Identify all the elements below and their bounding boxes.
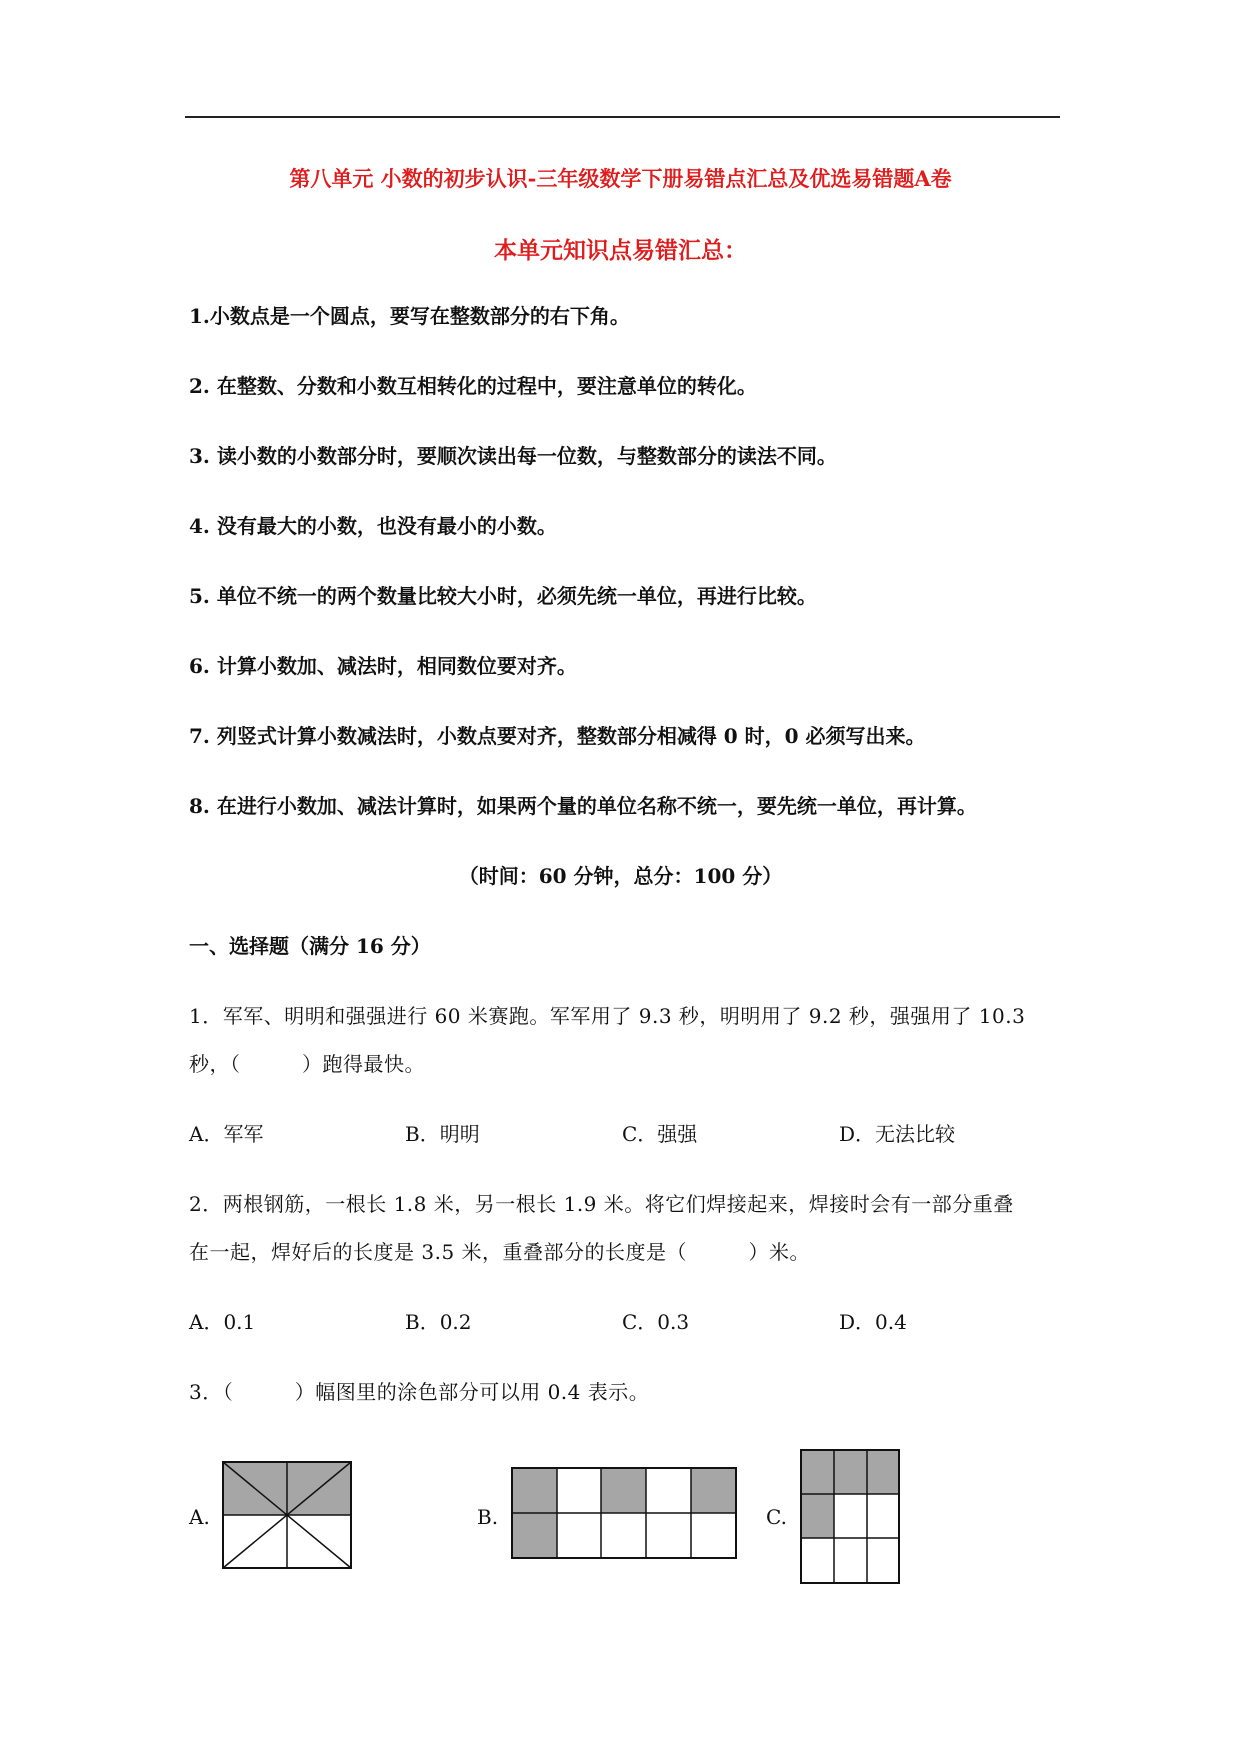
header-rule (185, 116, 1060, 118)
q3-figure-b (511, 1467, 737, 1559)
point-6: 6. 计算小数加、减法时，相同数位要对齐。 (189, 654, 577, 678)
point-1: 1.小数点是一个圆点，要写在整数部分的右下角。 (189, 304, 630, 328)
point-5: 5. 单位不统一的两个数量比较大小时，必须先统一单位，再进行比较。 (189, 584, 817, 608)
q3-label-c: C. (766, 1505, 787, 1529)
q2-option-c: C．0.3 (622, 1310, 690, 1334)
q1-option-c: C．强强 (622, 1122, 698, 1146)
point-7: 7. 列竖式计算小数减法时，小数点要对齐，整数部分相减得 0 时，0 必须写出来。 (189, 724, 926, 748)
section-title: 一、选择题（满分 16 分） (189, 934, 431, 958)
q2-option-a: A．0.1 (189, 1310, 256, 1334)
point-4: 4. 没有最大的小数，也没有最小的小数。 (189, 514, 557, 538)
point-8: 8. 在进行小数加、减法计算时，如果两个量的单位名称不统一，要先统一单位，再计算。 (189, 794, 977, 818)
figure-c-cell-shaded (867, 1450, 899, 1494)
figure-c-cell-shaded (801, 1494, 834, 1538)
q1-option-d: D．无法比较 (839, 1122, 956, 1146)
q3-label-b: B. (477, 1505, 499, 1529)
q1-line2: 秒，（ ）跑得最快。 (189, 1052, 425, 1076)
figure-c-cell-shaded (801, 1450, 834, 1494)
q1-line1: 1．军军、明明和强强进行 60 米赛跑。军军用了 9.3 秒，明明用了 9.2 秒，强强用了 10.3 (189, 1004, 1026, 1028)
q3-figure-c (800, 1449, 900, 1584)
point-2: 2. 在整数、分数和小数互相转化的过程中，要注意单位的转化。 (189, 374, 757, 398)
q3-label-a: A. (189, 1505, 210, 1529)
q2-option-b: B．0.2 (405, 1310, 472, 1334)
q1-option-b: B．明明 (405, 1122, 480, 1146)
exam-info: （时间：60 分钟，总分：100 分） (458, 864, 783, 888)
figure-b-cell-shaded (512, 1468, 557, 1513)
q3-figure-a (222, 1461, 352, 1569)
q2-line2: 在一起，焊好后的长度是 3.5 米，重叠部分的长度是（ ）米。 (189, 1240, 811, 1264)
q1-option-a: A．军军 (189, 1122, 264, 1146)
figure-c-cell-shaded (834, 1450, 867, 1494)
point-3: 3. 读小数的小数部分时，要顺次读出每一位数，与整数部分的读法不同。 (189, 444, 837, 468)
document-subtitle: 本单元知识点易错汇总： (494, 237, 747, 264)
document-title: 第八单元 小数的初步认识-三年级数学下册易错点汇总及优选易错题A卷 (289, 166, 952, 191)
figure-b-cell-shaded (512, 1513, 557, 1558)
figure-b-cell-shaded (601, 1468, 646, 1513)
q2-option-d: D．0.4 (839, 1310, 907, 1334)
figure-b-cell-shaded (691, 1468, 736, 1513)
q2-line1: 2．两根钢筋，一根长 1.8 米，另一根长 1.9 米。将它们焊接起来，焊接时会有一部分重叠 (189, 1192, 1014, 1216)
q3-line1: 3．（ ）幅图里的涂色部分可以用 0.4 表示。 (189, 1380, 650, 1404)
